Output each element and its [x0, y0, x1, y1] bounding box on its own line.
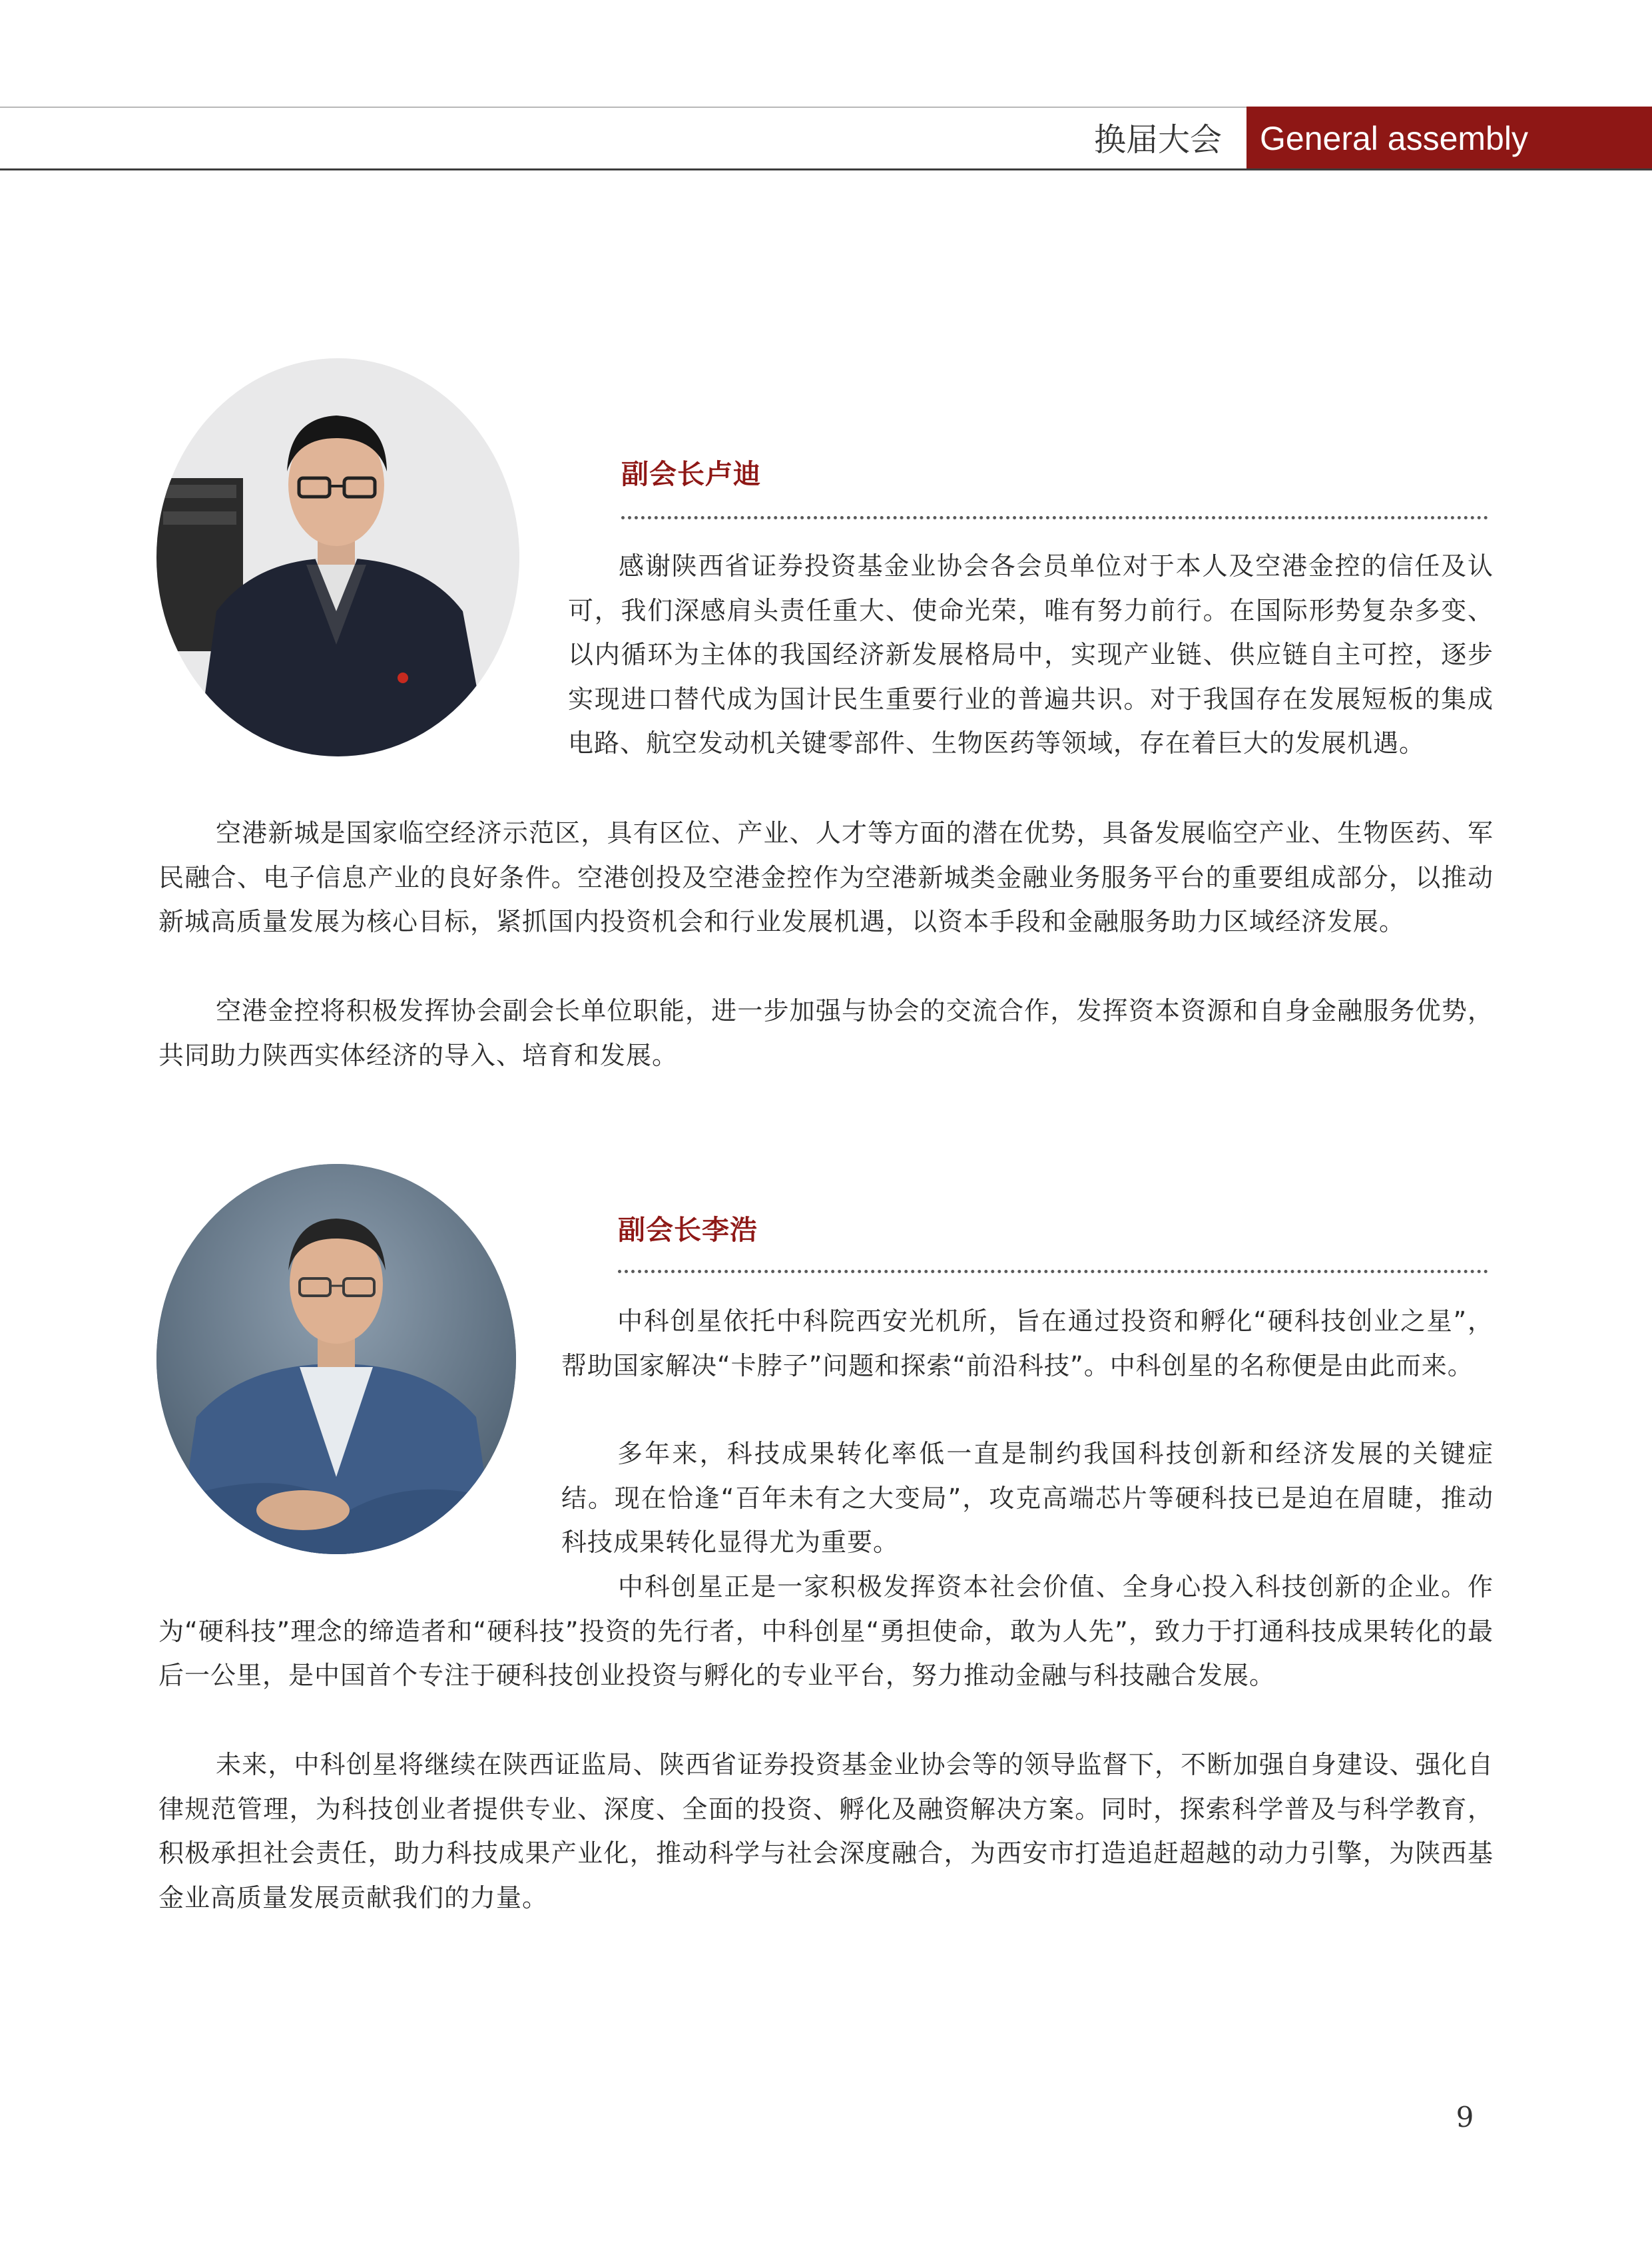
portrait-photo-li-hao: [156, 1164, 516, 1554]
profile-paragraph: 未来，中科创星将继续在陕西证监局、陕西省证券投资基金业协会等的领导监督下，不断加强自身建设、强化自律规范管理，为科技创业者提供专业、深度、全面的投资、孵化及融资解决方案。同时，探索科学普及与科学教育，积极承担社会责任，助力科技成果产业化，推动科学与社会深度融合，为西安市打造追赶超越的动力引擎，为陕西基金业高质量发展贡献我们的力量。: [158, 1750, 1494, 1912]
name-divider-dotted: [621, 516, 1488, 519]
profile-name-li-hao: 副会长李浩: [618, 1214, 758, 1246]
header-bottom-rule: [0, 168, 1652, 170]
profile-paragraph: 中科创星正是一家积极发挥资本社会价值、全身心投入科技创新的企业。作为“硬科技”理念的缔造者和“硬科技”投资的先行者，中科创星“勇担使命，敢为人先”，致力于打通科技成果转化的最后一公里，是中国首个专注于硬科技创业投资与孵化的专业平台，努力推动金融与科技融合发展。: [158, 1572, 1494, 1690]
profile-paragraph: 空港金控将积极发挥协会副会长单位职能，进一步加强与协会的交流合作，发挥资本资源和自身金融服务优势，共同助力陕西实体经济的导入、培育和发展。: [158, 996, 1494, 1070]
portrait-photo-lu-di: [156, 358, 519, 756]
page-number: 9: [1456, 2101, 1474, 2133]
profile-name-lu-di: 副会长卢迪: [621, 458, 761, 490]
profile-paragraph: 多年来，科技成果转化率低一直是制约我国科技创新和经济发展的关键症结。现在恰逢“百年未有之大变局”，攻克高端芯片等硬科技已是迫在眉睫，推动科技成果转化显得尤为重要。: [561, 1439, 1494, 1557]
profile-paragraph: 空港新城是国家临空经济示范区，具有区位、产业、人才等方面的潜在优势，具备发展临空产业、生物医药、军民融合、电子信息产业的良好条件。空港创投及空港金控作为空港新城类金融业务服务平台的重要组成部分，以推动新城高质量发展为核心目标，紧抓国内投资机会和行业发展机遇，以资本手段和金融服务助力区域经济发展。: [158, 818, 1494, 936]
profile-paragraph: 中科创星依托中科院西安光机所，旨在通过投资和孵化“硬科技创业之星”，帮助国家解决“卡脖子”问题和探索“前沿科技”。中科创星的名称便是由此而来。: [561, 1306, 1494, 1380]
profile-paragraph: 感谢陕西省证券投资基金业协会各会员单位对于本人及空港金控的信任及认可，我们深感肩头责任重大、使命光荣，唯有努力前行。在国际形势复杂多变、以内循环为主体的我国经济新发展格局中，实现产业链、供应链自主可控，逐步实现进口替代成为国计民生重要行业的普遍共识。对于我国存在发展短板的集成电路、航空发动机关键零部件、生物医药等领域，存在着巨大的发展机遇。: [568, 551, 1494, 758]
name-divider-dotted: [618, 1270, 1488, 1273]
section-title-en: General assembly: [1246, 107, 1652, 170]
section-title-cn: 换届大会: [1093, 121, 1222, 158]
